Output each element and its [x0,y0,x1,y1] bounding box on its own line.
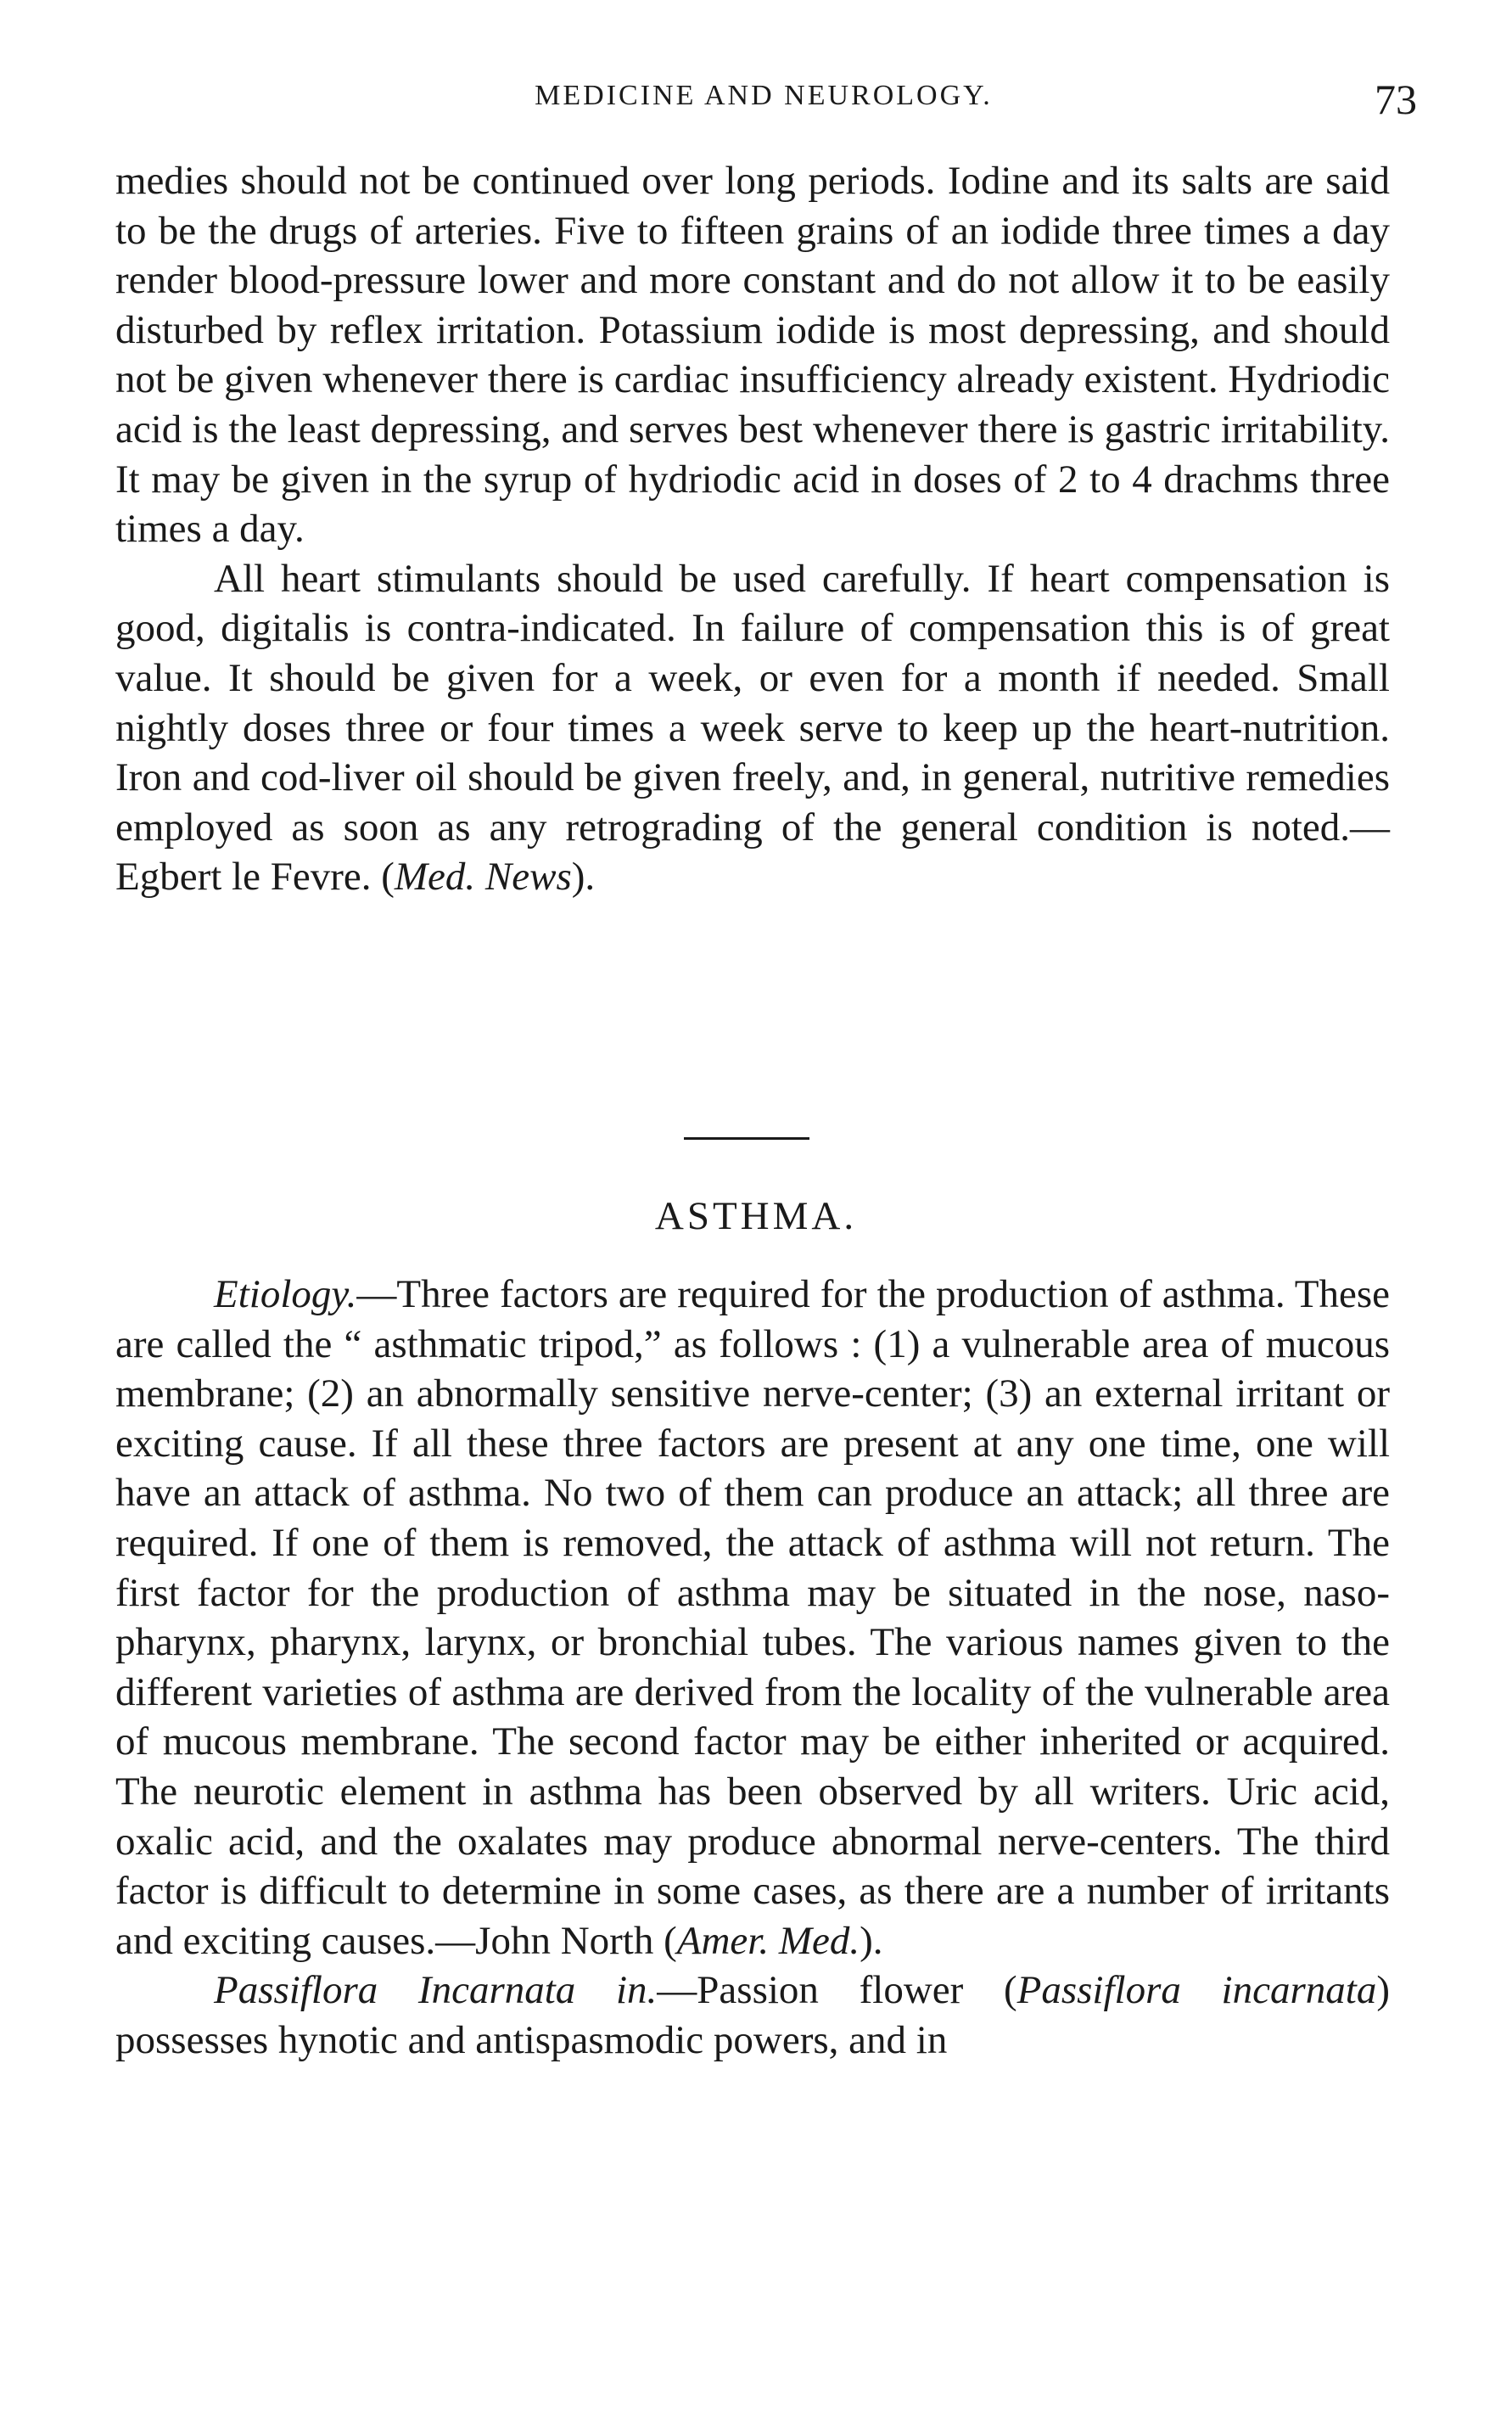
asthma-text-block [115,1270,1390,2066]
citation-amer-med: Amer. Med. [676,1918,860,1963]
running-title: MEDICINE AND NEUROLOGY. [535,80,993,111]
section-heading: ASTHMA. [654,1194,858,1238]
etiology-text: —Three factors are required for the production of asthma. These are called the “ asthmatic tripod,” as follows : (1) a vulnerable area of mucous membrane; (2) an abnormally sensitive nerve-center; (3) an external irritant or exciting cause. If all these three factors are present at any one time, one will have an attack of asthma. No two of them can produce an attack; all three are required. If one of them is removed, the attack of asthma will not return. The first factor for the production of asthma may be situated in the nose, naso-pharynx, pharynx, larynx, or bronchial tubes. The various names given to the different varieties of asthma are derived from the locality of the vulnerable area of mucous membrane. The second factor may be either inherited or acquired. The neurotic element in asthma has been observed by all writers. Uric acid, oxalic acid, and the oxalates may produce abnormal nerve-centers. The third factor is difficult to determine in some cases, as there are a number of irritants and exciting causes.—John North ( [115,1272,1390,1963]
passiflora-label: Passiflora Incarnata in. [214,1968,658,2013]
citation-close: ). [571,855,596,900]
running-head [110,75,1417,126]
heart-stimulants-text: All heart stimulants should be used carefully. If heart compensation is good, digitalis is contra-indicated. In failure of compensation this is of great value. It should be given for a week, or even for a month if needed. Small nightly doses three or four times a week serve to keep up the heart-nutrition. Iron and cod-liver oil should be given freely, and, in general, nutritive remedies employed as soon as any retrograding of the general condition is noted.—Egbert le Fevre. ( [115,556,1390,900]
passiflora-text: —Passion flower ( [657,1968,1017,2013]
citation-med-news: Med. News [394,855,572,900]
etiology-label: Etiology. [214,1272,357,1316]
paragraph-etiology [115,1270,1390,1966]
section-divider [684,1137,809,1140]
citation-close: ). [860,1918,883,1963]
continued-text-block [115,156,1390,902]
page-number: 73 [1375,76,1417,123]
paragraph-iodine: medies should not be continued over long periods. Iodine and its salts are said to be the drugs of arteries. Five to fifteen grains of an iodide three times a day render blood-pressure lower and more constant and do not allow it to be easily disturbed by reflex irritation. Potassium iodide is most depressing, and should not be given whenever there is cardiac insufficiency already existent. Hydriodic acid is the least depressing, and serves best whenever there is gastric irritability. It may be given in the syrup of hydriodic acid in doses of 2 to 4 drachms three times a day. [115,159,1390,552]
paragraph-passiflora [115,1966,1390,2065]
passiflora-species-name: Passiflora incarnata [1016,1968,1377,2013]
passiflora-text-continued: ) possesses hynotic and antispasmodic powers, and in [115,1968,1390,2062]
paragraph-heart-stimulants [115,554,1390,902]
